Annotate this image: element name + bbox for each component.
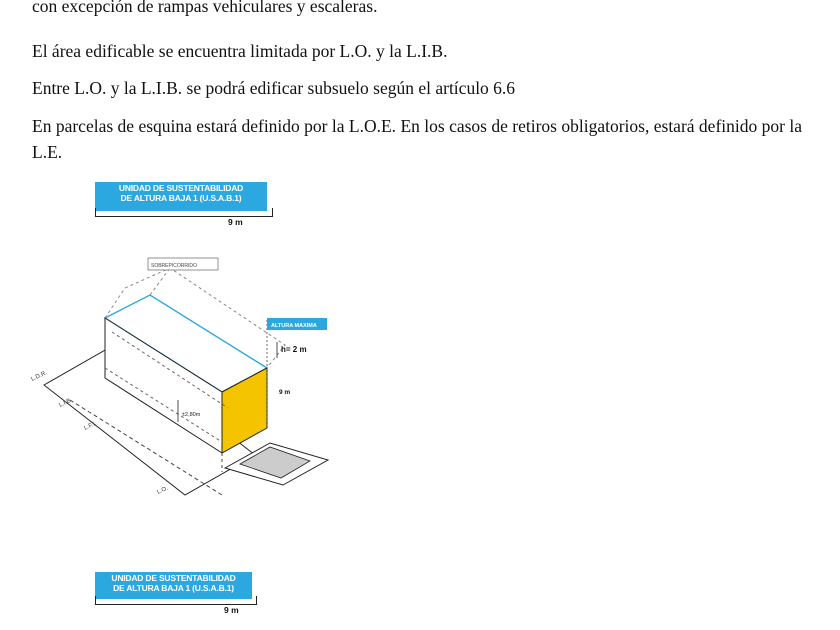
h-label: h= 2 m: [281, 345, 307, 354]
line-label-lfi: L.F.I.: [83, 420, 98, 432]
paragraph-2: El área edificable se encuentra limitada por L.O. y la L.I.B.: [32, 41, 448, 61]
line-label-lib: L.I.B.: [58, 397, 74, 409]
paragraph-1: con excepción de rampas vehiculares y escaleras.: [32, 0, 378, 16]
dimension-label-bottom: 9 m: [224, 605, 239, 615]
paragraph-3: Entre L.O. y la L.I.B. se podrá edificar subsuelo según el artículo 6.6: [32, 78, 516, 98]
dimension-label-top: 9 m: [228, 217, 243, 227]
line-label-lo: L.O.: [156, 485, 170, 496]
tag-height-label: ALTURA MAXIMA: [271, 323, 317, 329]
zoning-badge-top: [95, 182, 267, 211]
zoning-badge-bottom: [95, 572, 252, 599]
side-height-label: 9 m: [279, 389, 291, 396]
badge-top-line2: DE ALTURA BAJA 1 (U.S.A.B.1): [120, 193, 242, 203]
inner-height-label: ±2,80m: [182, 412, 201, 418]
building-envelope-diagram: [30, 250, 350, 500]
dimension-bracket-top: [95, 208, 273, 217]
paragraph-4: En parcelas de esquina estará definido por la L.O.E. En los casos de retiros obligatorios, estará definido por la L.E.: [32, 116, 802, 162]
badge-bottom-line1: UNIDAD DE SUSTENTABILIDAD: [111, 573, 236, 583]
line-label-ldr: L.D.R.: [30, 370, 49, 383]
badge-top-line1: UNIDAD DE SUSTENTABILIDAD: [118, 183, 244, 193]
dimension-bracket-bottom: [95, 596, 257, 605]
tag-top-label: SOBREPICORRIDO: [151, 263, 197, 269]
badge-bottom-line2: DE ALTURA BAJA 1 (U.S.A.B.1): [113, 583, 234, 593]
